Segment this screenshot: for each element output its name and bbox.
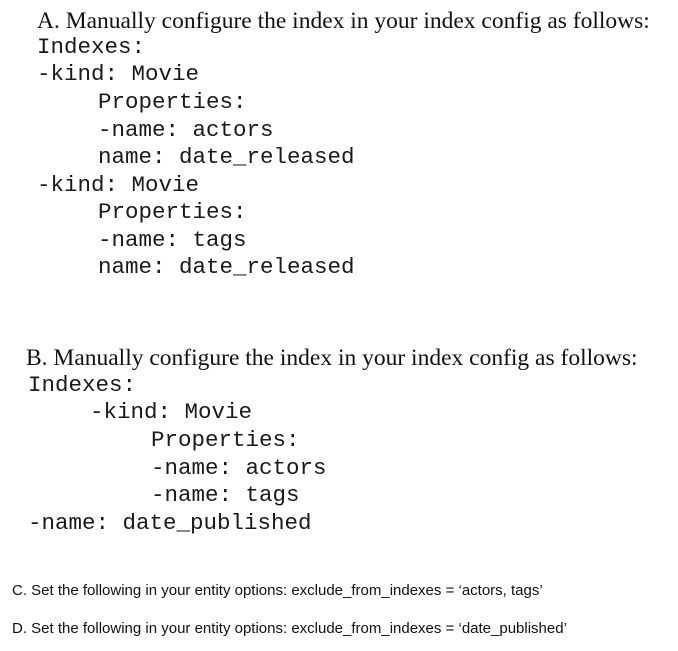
option-a-code-line: -name: tags	[98, 227, 247, 253]
option-b-code-line: -name: tags	[151, 482, 300, 508]
option-a-code-line: Properties:	[98, 199, 247, 225]
option-a-code-line: name: date_released	[98, 254, 355, 280]
option-b-code-line: Properties:	[151, 427, 300, 453]
option-a-code-line: name: date_released	[98, 144, 355, 170]
option-b-code-line: -name: date_published	[28, 510, 312, 536]
option-a-heading: A. Manually configure the index in your index config as follows:	[37, 8, 650, 34]
option-a-code-line: -kind: Movie	[37, 172, 200, 198]
option-a-code-line: Indexes:	[37, 34, 146, 60]
option-a-code-line: -name: actors	[98, 117, 274, 143]
option-b-heading: B. Manually configure the index in your index config as follows:	[26, 345, 638, 371]
option-a-code-line: Properties:	[98, 89, 247, 115]
option-b-code-line: -kind: Movie	[90, 399, 253, 425]
option-b-code-line: Indexes:	[28, 372, 137, 398]
option-d-text: D. Set the following in your entity options: exclude_from_indexes = ‘date_published’	[12, 620, 567, 637]
option-a-code-line: -kind: Movie	[37, 61, 200, 87]
option-b-code-line: -name: actors	[151, 455, 327, 481]
option-c-text: C. Set the following in your entity options: exclude_from_indexes = ‘actors, tags’	[12, 582, 543, 599]
